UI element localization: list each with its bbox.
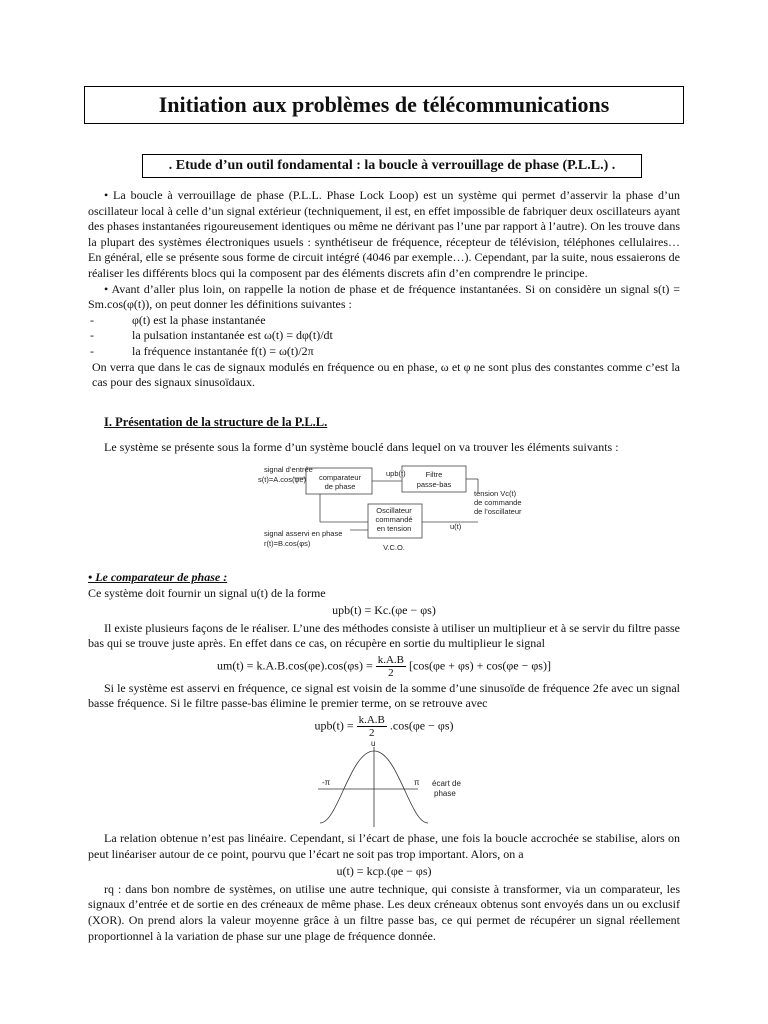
equation-2: um(t) = k.A.B.cos(φe).cos(φs) = $\frac{k.A.B}{2}$ [cos(φe + φs) + cos(φe − φs)]: [217, 653, 551, 679]
section-subtitle: . Etude d’un outil fondamental : la boucle à verrouillage de phase (P.L.L.) .: [142, 154, 642, 178]
equation-3: upb(t) = $\frac{k.A.B}{2}$ .cos(φe − φs): [314, 714, 454, 740]
comparator-label-2: de phase: [324, 481, 356, 491]
phase-response-graph: [88, 741, 680, 831]
u-label: u(t): [450, 521, 462, 531]
comparator-paragraph-3: Si le système est asservi en fréquence, ce signal est voisin de la somme d’une sinusoïde de fréquence 2fe avec un signal basse fréquence. Si le filtre passe-bas élimine le premier terme, on se retrouve avec: [88, 680, 680, 711]
fraction: $\frac{k.A.B}{2}$: [377, 653, 404, 679]
vco-label-4: V.C.O.: [383, 542, 405, 552]
output-label-2: r(t)=B.cos(φs): [264, 538, 311, 548]
list-item: - la pulsation instantanée est ω(t) = dφ(t)/dt: [88, 328, 680, 344]
document-body: [88, 188, 680, 944]
vco-label-3: en tension: [376, 523, 412, 533]
y-axis-label: u: [371, 741, 376, 749]
phase-graph-svg: [88, 741, 680, 831]
tension-label-2: de commande: [474, 497, 522, 507]
equation-1: upb(t) = Kc.(φe − φs): [332, 603, 436, 618]
intro-paragraph-2: • Avant d’aller plus loin, on rappelle la notion de phase et de fréquence instantanées. Si on considère un signal s(t) = Sm.cos(φ(t)), on peut donner les définitions suivantes :: [88, 281, 680, 312]
fraction: $\frac{k.A.B}{2}$: [358, 714, 385, 740]
comparator-paragraph-4: La relation obtenue n’est pas linéaire. Cependant, si l’écart de phase, une fois la boucle accrochée se stabilise, alors on peut linéariser autour de ce point, pourvu que l’écart ne soit pas trop important. Alors, on a: [88, 831, 680, 861]
section-heading: I. Présentation de la structure de la P.L.L.: [104, 414, 328, 429]
comparator-title: • Le comparateur de phase :: [88, 569, 228, 584]
pll-diagram-svg: [88, 464, 680, 564]
intro-paragraph-1: • La boucle à verrouillage de phase (P.L.L. Phase Lock Loop) est un système qui permet d’asservir la phase d’un oscillateur local à celle d’un signal extérieur (techniquement, il est, en effet impossible de fabriquer deux oscillateurs ayant des phases instantanées rigoureusement identiques ou même ne dérivant pas l’une par rapport à l’autre). On les trouve dans la plupart des systèmes électroniques usuels : synthétiseur de fréquence, récepteur de télévision, téléphones cellulaires… En général, elle se présente sous forme de circuit intégré (4046 par exemple…). Cependant, par la suite, nous essaierons de réaliser les différents blocs qui la composent par des éléments discrets afin d’en comprendre le principe.: [88, 188, 680, 280]
tension-label-3: de l’oscillateur: [474, 506, 522, 516]
vco-label-1: Oscillateur: [376, 505, 412, 515]
list-item: - la fréquence instantanée f(t) = ω(t)/2π: [88, 344, 680, 360]
intro-paragraph-3: On verra que dans le cas de signaux modulés en fréquence ou en phase, ω et φ ne sont plus des constantes comme c’est la cas pour des signaux sinusoïdaux.: [92, 359, 680, 390]
comparator-label-1: comparateur: [318, 472, 362, 482]
comparator-paragraph-2: Il existe plusieurs façons de le réaliser. L’une des méthodes consiste à utiliser un multiplieur et à se servir du filtre passe bas qui se trouve juste après. En effet dans ce cas, on récupère en sortie du multiplieur le signal: [88, 620, 680, 651]
pll-block-diagram: [88, 464, 680, 564]
input-label-2: s(t)=A.cos(φe): [258, 474, 306, 484]
tension-label-1: tension Vc(t): [474, 488, 517, 498]
input-label-1: signal d’entrée: [264, 464, 313, 474]
vco-label-2: commandé: [375, 514, 413, 524]
equation-4: u(t) = kcp.(φe − φs): [336, 864, 432, 879]
neg-pi-label: -π: [322, 778, 331, 788]
remark-paragraph: rq : dans bon nombre de systèmes, on utilise une autre technique, qui consiste à transformer, via un comparateur, les signaux d’entrée et de sortie en des créneaux de même phase. Les deux créneaux obtenus sont envoyés dans un ou exclusif (XOR). On prend alors la valeur moyenne grâce à un filtre passe bas, ce qui permet de récupérer un signal réellement proportionnel à la variation de phase sur une plage de fréquence donnée.: [88, 881, 680, 943]
comparator-paragraph-1: Ce système doit fournir un signal u(t) de la forme: [88, 585, 326, 600]
output-label-1: signal asservi en phase: [264, 528, 343, 538]
filter-label-2: passe-bas: [416, 479, 452, 489]
page-title: Initiation aux problèmes de télécommunications: [84, 86, 684, 124]
x-axis-label-1: écart de: [432, 779, 461, 789]
list-item: - φ(t) est la phase instantanée: [88, 313, 680, 329]
pos-pi-label: π: [414, 778, 420, 788]
definitions-list: [88, 313, 680, 360]
filter-label-1: Filtre: [425, 469, 443, 479]
structure-paragraph: Le système se présente sous la forme d’un système bouclé dans lequel on va trouver les éléments suivants :: [104, 440, 619, 455]
upb-label: upb(t): [386, 468, 406, 478]
x-axis-label-2: phase: [434, 789, 456, 799]
